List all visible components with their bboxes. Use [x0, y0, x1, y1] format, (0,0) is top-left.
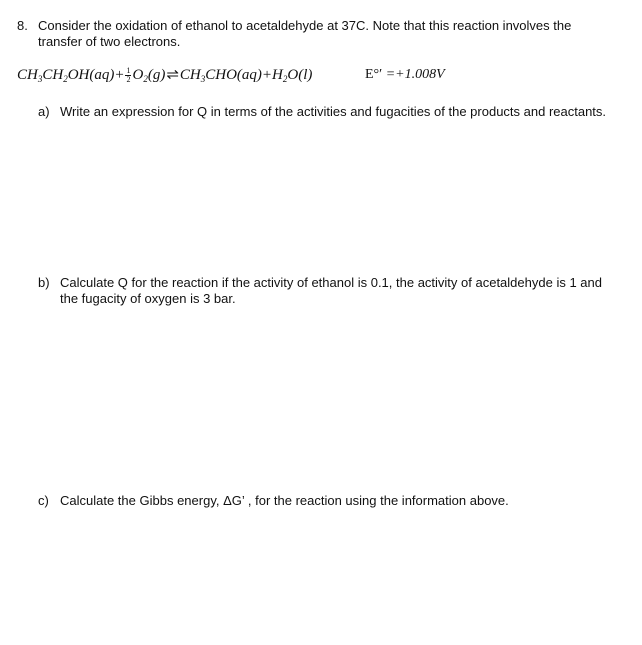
part-a-label: a) [38, 104, 50, 119]
part-a-text: Write an expression for Q in terms of the activities and fugacities of the products and reactants. [60, 104, 607, 119]
equilibrium-arrow-icon: ⇌ [166, 67, 179, 83]
one-half-fraction: $\frac{1}{2}$ [126, 66, 131, 85]
potential-label: E°′ [365, 67, 383, 82]
part-b-text-line-2: the fugacity of oxygen is 3 bar. [60, 291, 236, 306]
part-c-text: Calculate the Gibbs energy, ΔG’ , for the reaction using the information above. [60, 493, 509, 508]
question-number: 8. [17, 18, 28, 33]
standard-potential [365, 66, 445, 84]
part-b-label: b) [38, 275, 50, 290]
part-b-text-line-1: Calculate Q for the reaction if the activity of ethanol is 0.1, the activity of acetaldehyde is 1 and [60, 275, 602, 290]
question-text-line-2: transfer of two electrons. [38, 34, 181, 49]
potential-value: =+1.008V [385, 67, 445, 82]
question-text-line-1: Consider the oxidation of ethanol to acetaldehyde at 37C. Note that this reaction involves the [38, 18, 572, 33]
part-c-label: c) [38, 493, 49, 508]
reaction-equation: $CH_3CH_2OH(aq)+$ $\frac{1}{2}$ $O_2(g)\rightleftharpoons CH_3CHO(aq)+H_2O(l)$ [17, 66, 313, 85]
